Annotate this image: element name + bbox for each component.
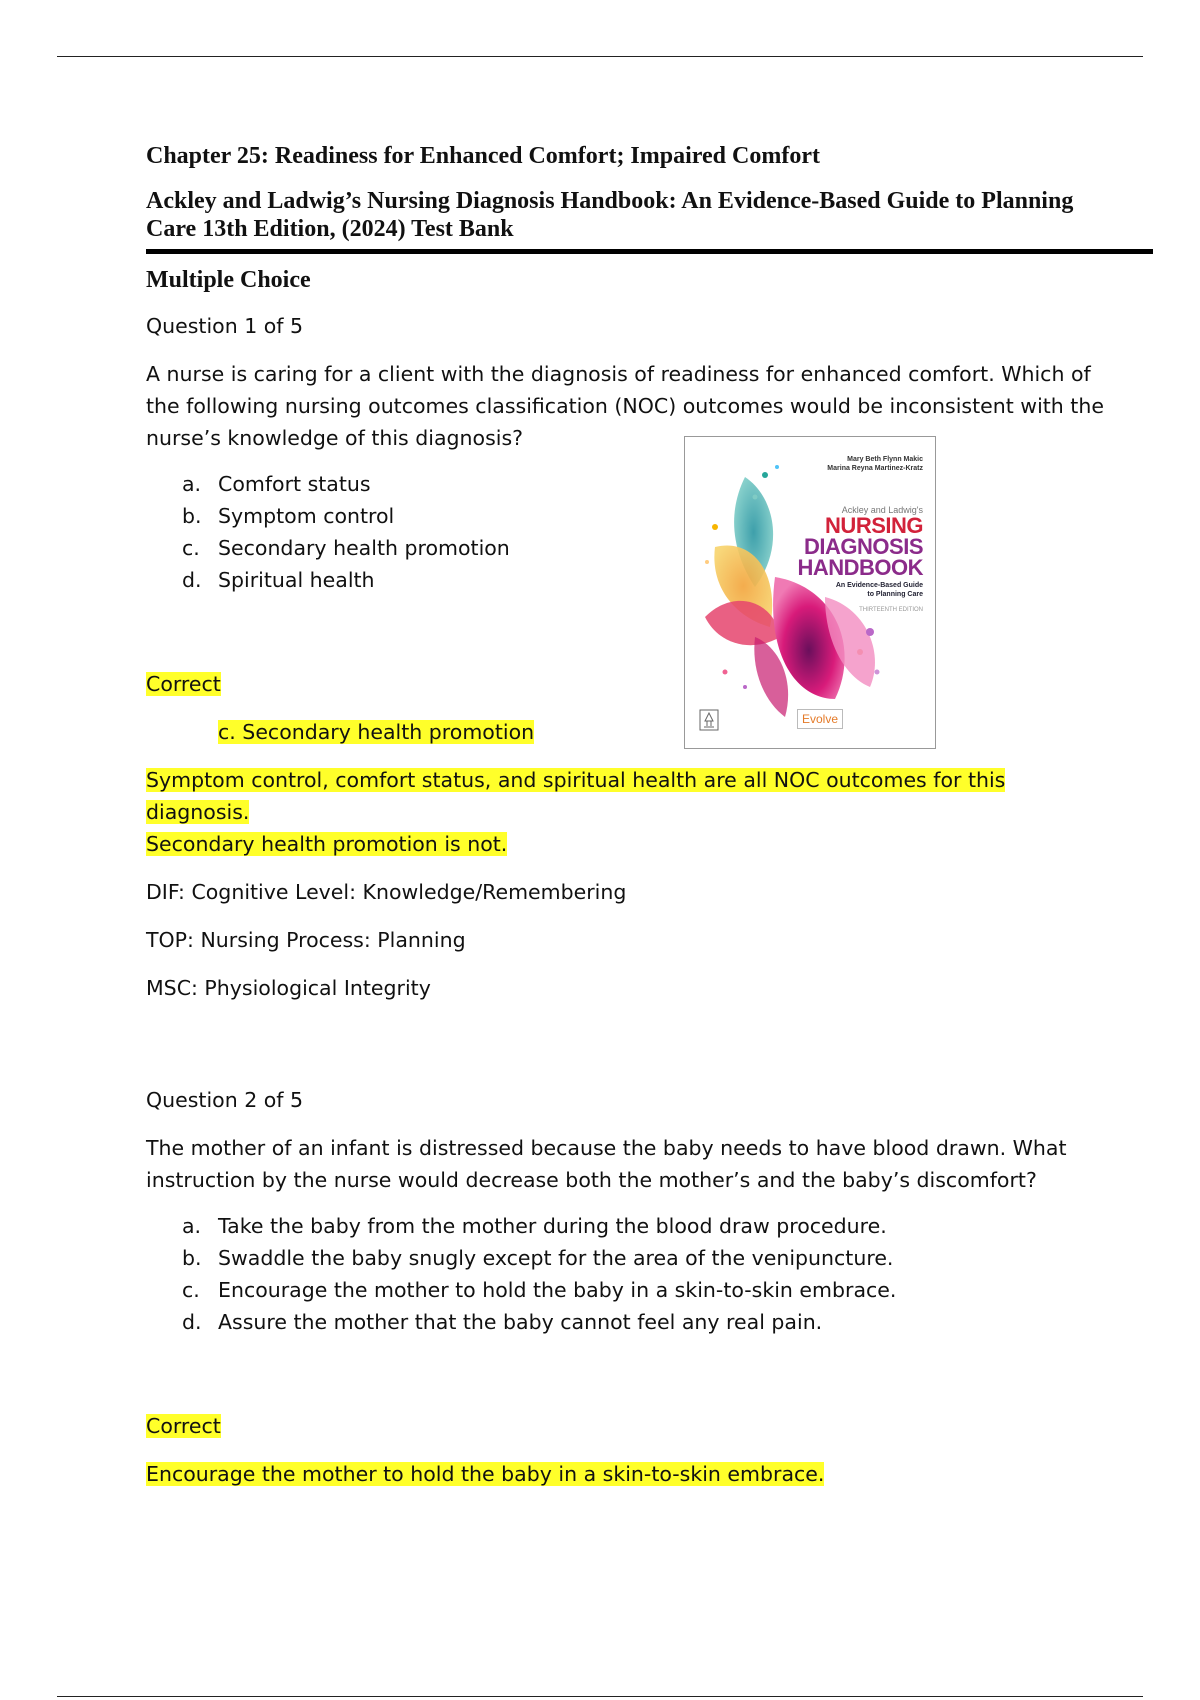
correct-answer: Encourage the mother to hold the baby in a skin-to-skin embrace. <box>146 1462 825 1486</box>
option-b <box>182 1242 1153 1274</box>
question-stem: The mother of an infant is distressed because the baby needs to have blood drawn. What instruction by the nurse would decrease both the mother’s and the baby’s discomfort? <box>146 1136 1067 1192</box>
option-text: Symptom control <box>218 504 395 528</box>
cover-title-line-3: HANDBOOK <box>797 555 923 580</box>
option-b <box>182 500 1153 532</box>
rationale-line-2: Secondary health promotion is not. <box>146 832 508 856</box>
option-a <box>182 1210 1153 1242</box>
option-d <box>182 1306 1153 1338</box>
cover-title-line-2: DIAGNOSIS <box>804 534 923 559</box>
answer-block <box>146 1410 1153 1490</box>
cover-evolve-badge: Evolve <box>797 709 843 729</box>
option-letter: b. <box>182 504 202 528</box>
cover-subtitle <box>836 581 923 599</box>
option-letter: c. <box>182 1278 200 1302</box>
question-number: Question 2 of 5 <box>146 1088 304 1112</box>
option-letter: c. <box>182 536 200 560</box>
option-text: Secondary health promotion <box>218 536 510 560</box>
question-2 <box>146 1084 1153 1490</box>
option-text: Assure the mother that the baby cannot feel any real pain. <box>218 1310 823 1334</box>
msc-tag: MSC: Physiological Integrity <box>146 976 431 1000</box>
cover-title <box>797 515 923 578</box>
book-cover-image <box>684 436 936 749</box>
option-a <box>182 468 1153 500</box>
option-text: Take the baby from the mother during the blood draw procedure. <box>218 1214 887 1238</box>
chapter-title: Chapter 25: Readiness for Enhanced Comfort; Impaired Comfort <box>146 143 820 169</box>
option-text: Swaddle the baby snugly except for the area of the venipuncture. <box>218 1246 894 1270</box>
correct-answer: c. Secondary health promotion <box>218 720 535 744</box>
cover-authors <box>827 455 923 473</box>
answer-options <box>182 1210 1153 1338</box>
difficulty-tag: DIF: Cognitive Level: Knowledge/Remembering <box>146 880 627 904</box>
rationale-line-1: Symptom control, comfort status, and spiritual health are all NOC outcomes for this diagnosis. <box>146 768 1006 824</box>
option-text: Comfort status <box>218 472 371 496</box>
correct-label: Correct <box>146 1414 221 1438</box>
cover-author-2: Marina Reyna Martinez-Kratz <box>827 465 923 472</box>
title-divider <box>146 249 1153 254</box>
answer-options <box>182 468 1153 596</box>
cover-edition: THIRTEENTH EDITION <box>859 607 923 613</box>
option-letter: a. <box>182 1214 202 1238</box>
option-text: Spiritual health <box>218 568 375 592</box>
book-title: Ackley and Ladwig’s Nursing Diagnosis Handbook: An Evidence-Based Guide to Planning Care 13th Edition, (2024) Test Bank <box>146 188 1074 242</box>
cover-author-1: Mary Beth Flynn Makic <box>847 456 923 463</box>
topic-tag: TOP: Nursing Process: Planning <box>146 928 466 952</box>
correct-label: Correct <box>146 672 221 696</box>
option-c <box>182 532 1153 564</box>
option-d <box>182 564 1153 596</box>
bottom-rule <box>57 1696 1143 1697</box>
answer-block <box>146 668 1153 1004</box>
question-1 <box>146 310 1153 1004</box>
option-letter: d. <box>182 568 202 592</box>
document-body <box>146 142 1153 1490</box>
option-text: Encourage the mother to hold the baby in a skin-to-skin embrace. <box>218 1278 897 1302</box>
option-c <box>182 1274 1153 1306</box>
cover-series: Ackley and Ladwig's <box>841 505 923 515</box>
publisher-logo-icon <box>699 709 719 731</box>
top-rule <box>57 56 1143 57</box>
question-stem: A nurse is caring for a client with the diagnosis of readiness for enhanced comfort. Which of the following nursing outcomes classification (NOC) outcomes would be inconsistent with the nurse’s knowledge of this diagnosis? <box>146 362 1104 450</box>
cover-subtitle-line-2: to Planning Care <box>867 591 923 598</box>
cover-subtitle-line-1: An Evidence-Based Guide <box>835 582 923 589</box>
option-letter: b. <box>182 1246 202 1270</box>
cover-title-line-1: NURSING <box>825 513 923 538</box>
option-letter: d. <box>182 1310 202 1334</box>
question-number: Question 1 of 5 <box>146 314 304 338</box>
rationale <box>146 764 1106 860</box>
section-heading: Multiple Choice <box>146 267 311 293</box>
option-letter: a. <box>182 472 202 496</box>
